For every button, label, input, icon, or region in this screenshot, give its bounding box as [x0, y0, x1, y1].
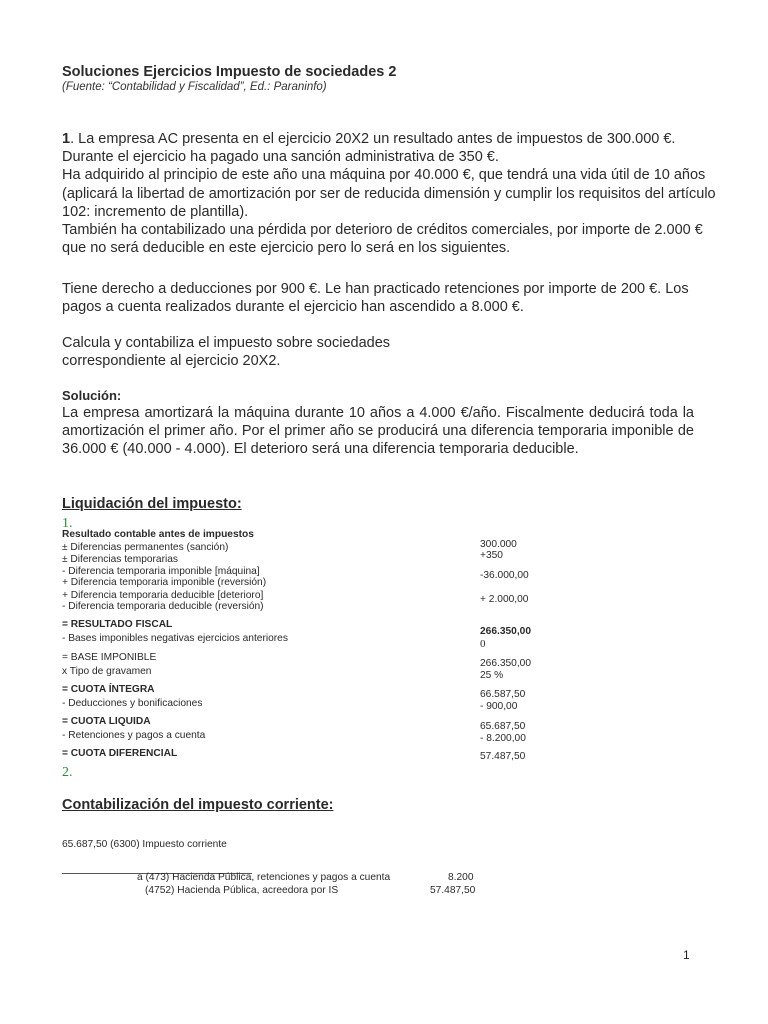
- liquidacion-label: - Diferencia temporaria imponible [máquina]: [62, 566, 260, 577]
- journal-credit-label: (4752) Hacienda Pública, acreedora por IS: [145, 885, 339, 896]
- exercise-line: También ha contabilizado una pérdida por deterioro de créditos comerciales, por importe de 2.000 €: [62, 222, 703, 239]
- liquidacion-label: = CUOTA LIQUIDA: [62, 716, 151, 727]
- exercise-line: Durante el ejercicio ha pagado una sanción administrativa de 350 €.: [62, 149, 499, 166]
- liquidacion-value: +350: [480, 550, 503, 561]
- journal-credit-amount: 57.487,50: [430, 885, 476, 896]
- step-number: 1.: [62, 516, 73, 531]
- liquidacion-value: 266.350,00: [480, 658, 531, 669]
- solution-line: 36.000 € (40.000 - 4.000). El deterioro será una diferencia temporaria deducible.: [62, 441, 579, 458]
- liquidacion-label: + Diferencia temporaria deducible [deterioro]: [62, 590, 264, 601]
- solution-text: [62, 404, 694, 459]
- solution-line: amortización el primer año. Por el primer año se producirá una diferencia temporaria imponible de: [62, 423, 694, 440]
- liquidacion-label: = CUOTA ÍNTEGRA: [62, 684, 155, 695]
- exercise-number: 1: [62, 131, 71, 147]
- liquidacion-label: = RESULTADO FISCAL: [62, 619, 173, 630]
- document-title: Soluciones Ejercicios Impuesto de sociedades 2: [62, 64, 397, 80]
- exercise-task: [62, 334, 694, 370]
- liquidacion-value: 266.350,00: [480, 626, 531, 637]
- liquidacion-value: - 8.200,00: [480, 733, 526, 744]
- liquidacion-label: + Diferencia temporaria imponible (reversión): [62, 577, 267, 588]
- liquidacion-label: = CUOTA DIFERENCIAL: [62, 748, 178, 759]
- liquidacion-label: x Tipo de gravamen: [62, 666, 152, 677]
- exercise-line: Ha adquirido al principio de este año una máquina por 40.000 €, que tendrá una vida útil de 10 años: [62, 167, 706, 184]
- liquidacion-value: 25 %: [480, 670, 504, 681]
- liquidacion-label: = BASE IMPONIBLE: [62, 652, 157, 663]
- solution-line: La empresa amortizará la máquina durante 10 años a 4.000 €/año. Fiscalmente deducirá toda la: [62, 405, 694, 421]
- document-source: (Fuente: “Contabilidad y Fiscalidad”, Ed.: Paraninfo): [62, 81, 327, 93]
- page-number: 1: [683, 948, 690, 962]
- liquidacion-value: -36.000,00: [480, 570, 529, 581]
- exercise-line: (aplicará la libertad de amortización por ser de reducida dimensión y cumplir los requisitos del artículo: [62, 185, 716, 202]
- liquidacion-value: 300.000: [480, 539, 517, 550]
- solution-heading: Solución:: [62, 388, 122, 403]
- liquidacion-value: 0: [480, 638, 486, 650]
- exercise-statement: [62, 130, 716, 257]
- liquidacion-label: - Diferencia temporaria deducible (reversión): [62, 601, 264, 612]
- liquidacion-label: - Retenciones y pagos a cuenta: [62, 730, 206, 741]
- liquidacion-heading: Liquidación del impuesto:: [62, 496, 242, 512]
- exercise-line: 1. La empresa AC presenta en el ejercicio 20X2 un resultado antes de impuestos de 300.000 €.: [62, 131, 676, 147]
- liquidacion-value: - 900,00: [480, 701, 518, 712]
- liquidacion-label: ± Diferencias permanentes (sanción): [62, 542, 229, 553]
- liquidacion-label: - Bases imponibles negativas ejercicios anteriores: [62, 633, 288, 644]
- exercise-deductions: [62, 280, 694, 316]
- liquidacion-value: 65.687,50: [480, 721, 526, 732]
- exercise-line: 102: incremento de plantilla).: [62, 203, 249, 220]
- exercise-line: Tiene derecho a deducciones por 900 €. Le han practicado retenciones por importe de 200 €. Los: [62, 281, 689, 297]
- liquidacion-label: Resultado contable antes de impuestos: [62, 529, 254, 540]
- step-number: 2.: [62, 765, 73, 780]
- contabilizacion-heading: Contabilización del impuesto corriente:: [62, 797, 334, 813]
- exercise-line: que no será deducible en este ejercicio pero lo será en los siguientes.: [62, 240, 511, 257]
- exercise-line: pagos a cuenta realizados durante el ejercicio han ascendido a 8.000 €.: [62, 299, 524, 316]
- journal-credit-label: a (473) Hacienda Pública, retenciones y pagos a cuenta: [137, 872, 391, 883]
- exercise-line: Calcula y contabiliza el impuesto sobre sociedades: [62, 335, 391, 351]
- journal-credit-amount: 8.200: [448, 872, 474, 883]
- liquidacion-value: 66.587,50: [480, 689, 526, 700]
- liquidacion-label: ± Diferencias temporarias: [62, 554, 178, 565]
- liquidacion-value: 57.487,50: [480, 751, 526, 762]
- exercise-line: correspondiente al ejercicio 20X2.: [62, 353, 281, 370]
- journal-debit-line: 65.687,50 (6300) Impuesto corriente: [62, 839, 227, 850]
- liquidacion-label: - Deducciones y bonificaciones: [62, 698, 203, 709]
- liquidacion-value: + 2.000,00: [480, 594, 529, 605]
